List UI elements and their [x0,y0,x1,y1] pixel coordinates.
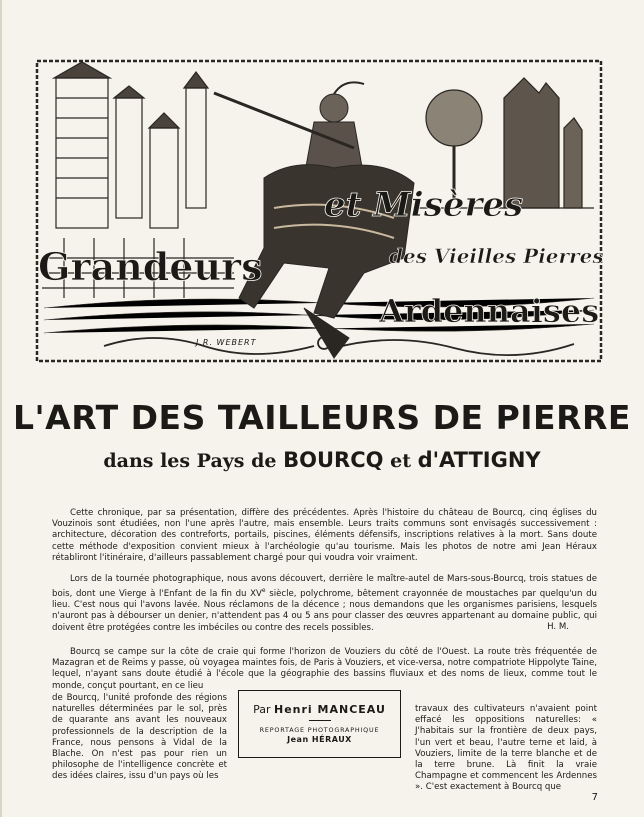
intro-paragraph: Cette chronique, par sa présentation, diffère des précédentes. Après l'histoire du château de Bourcq, cinq églises du Vouzinois sont étudiées, non l'une après l'autre, mais ensemble. Leurs traits communs sont envisagés successivement : architecture, décoration des contreforts, portails, piscines, éléments défensifs, inscriptions relatives à la mort. Sans doute cette méthode d'exposition convient mieux à l'archéologie qu'au tourisme. Mais les photos de notre ami Jean Héraux rétabliront l'itinéraire, d'ailleurs passablement chargé pour qui voudra voir vraiment. [52,508,597,563]
subtitle-mid: et [383,450,418,472]
credits-author: Henri MANCEAU [274,703,386,716]
artist-signature: J.R. WEBERT [196,338,257,347]
banner-drawing [34,58,604,370]
credits-divider [309,720,331,721]
subtitle-place-bourcq: BOURCQ [283,448,384,472]
page-number: 7 [591,792,598,803]
credits-author-line [239,703,400,716]
right-column-text: travaux des cultivateurs n'avaient point effacé les oppositions naturelles: « J'habitais sur la frontière de deux pays, l'un vert et beau, l'autre terne et laid, à Vouziers, limite de la terre blanche et de la terre brune. Là finit la vraie Champagne et commencent les Ardennes ». C'est exactement à Bourcq que [415,704,597,793]
banner-title-ardennaises: Ardennaises [379,292,600,330]
century-superscript: e [261,587,266,595]
banner-title-vieilles: des Vieilles Pierres [389,244,604,268]
tour-text-end: siècle, polychrome, bêtement crayonnée de moustaches par quelqu'un du lieu. C'est nous qui l'avons lavée. Nous réclamons de la décence ; nous demandons que les organismes parisiens, lesquels n'auront pas à débourser un denier, n'attendent pas 4 ou 5 ans pour classer des œuvres appartenant au domaine public, qui doivent être protégées contre les imbéciles ou contre des recels possibles. [52,589,598,633]
tour-text-start: Lors de la tournée photographique, nous avons découvert, derrière le maître-autel de Mars-sous-Bourcq, trois statues de bois, dont une Vierge à l'Enfant de la fin du XV [52,574,597,600]
banner-title-grandeurs: Grandeurs [38,244,263,289]
left-column-text: de Bourcq, l'unité profonde des régions naturelles déterminées par le sol, près de quarante ans avant les nouveaux professionnels de la description de la France, nous pensons à Vidal de la Blache. On n'est pas pour rien un philosophe de l'intelligence concrète et des idées claires, issu d'un pays où les [52,693,227,782]
lead-paragraph: Bourcq se campe sur la côte de craie qui forme l'horizon de Vouziers du côté de l'Ouest. La route très fréquentée de Mazagran et de Reims y passe, où voyagea maintes fois, de Paris à Vouziers, et vice-versa, notre compatriote Hippolyte Taine, lequel, n'ayant sans doute étudié à l'école que la géographie des bassins fluviaux et des noms de lieux, comme tout le monde, conçut pourtant, en ce lieu [52,647,597,691]
credits-by: Par [253,703,274,716]
author-initials: H. M. [547,622,569,632]
tour-paragraph [52,574,597,634]
article-subtitle [0,448,644,472]
banner-illustration [34,58,604,370]
subtitle-place-attigny: d'ATTIGNY [417,448,541,472]
article-title: L'ART DES TAILLEURS DE PIERRE [13,398,631,437]
credits-photographer: Jean HÉRAUX [287,735,352,744]
credits-box [238,690,401,758]
subtitle-prefix: dans les Pays de [103,450,284,472]
banner-title-misery: et Misères [324,185,524,225]
credits-reportage: REPORTAGE PHOTOGRAPHIQUE [259,726,380,734]
